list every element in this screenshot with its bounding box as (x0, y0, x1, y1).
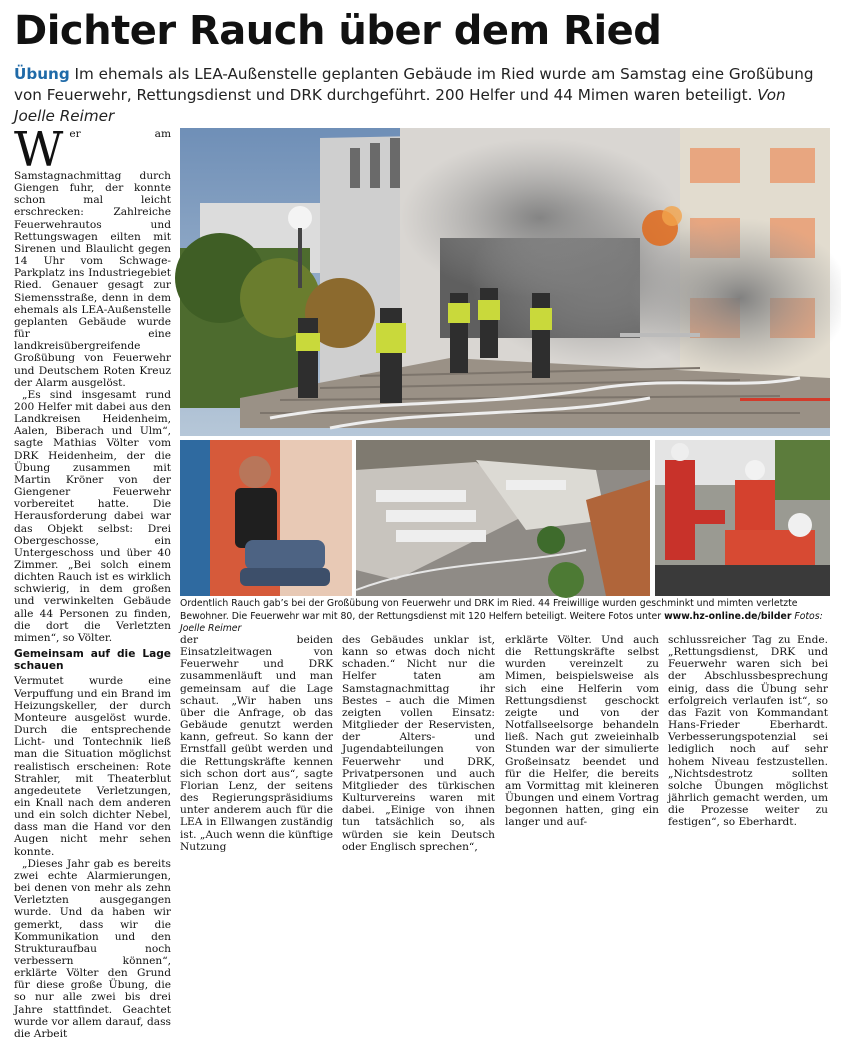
photo-rescue-workers (655, 440, 830, 596)
article-column-1 (14, 122, 171, 1040)
paragraph: Vermutet wurde eine Verpuffung und ein Brand im Heizungskeller, der durch Monteure ausgelöst wurde. Durch die entsprechende Licht- und Tontechnik ließ man die Situation möglichst realistisch erscheinen: Rote Strahler, mit Theaterblut angedeutete Verletzungen, ein Knall nach dem anderen und ein solch dichter Nebel, dass man die Hand vor den Augen nicht mehr sehen konnte. (14, 675, 171, 858)
lead-text: Im ehemals als LEA-Außenstelle geplanten Gebäude im Ried wurde am Samstag eine Großübung von Feuerwehr, Rettungsdienst und DRK durchgeführt. 200 Helfer und 44 Mimen waren beteiligt. (14, 65, 814, 104)
article-column-5 (668, 634, 828, 829)
paragraph: des Gebäudes unklar ist, kann so etwas doch nicht schaden.“ Nicht nur die Helfer taten am Samstagnachmittag ihr Bestes – auch die Mimen zeigten vollen Einsatz: Mitglieder der Reservisten, der Alters- und Jugendabteilungen von Feuerwehr und DRK, Privatpersonen und auch Mitglieder des türkischen Kulturvereins waren mit dabei. „Einige von ihnen tun tatsächlich so, als würden sie kein Deutsch oder Englisch sprechen“, (342, 634, 495, 853)
lead-paragraph (14, 64, 829, 127)
article-column-3 (342, 634, 495, 853)
photo-injured-person (180, 440, 352, 596)
main-photo-building-smoke (180, 128, 830, 436)
paragraph: erklärte Völter. Und auch die Rettungskräfte selbst wurden vereinzelt zu Mimen, beispielsweise als sich eine Helferin vom Rettungsdienst geschockt zeigte und von der Notfallseelsorge behandeln ließ. Nach gut zweieinhalb Stunden war der simulierte Großeinsatz beendet und für die Helfer, die bereits am Vormittag mit kleineren Übungen und einem Vortrag begonnen hatten, ging ein langer und auf- (505, 634, 659, 829)
paragraph: schlussreicher Tag zu Ende. „Rettungsdienst, DRK und Feuerwehr waren sich bei der Abschlussbesprechung einig, dass die Übung sehr erfolgreich verlaufen ist“, so das Fazit von Kommandant Hans-Frieder Eberhardt. Verbesserungspotenzial sei lediglich noch auf sehr hohem Niveau festzustellen. „Nichtsdestrotz sollten solche Übungen möglichst jährlich gemacht werden, um die Prozesse weiter zu festigen“, so Eberhardt. (668, 634, 828, 829)
caption-credit: Fotos: Joelle Reimer (180, 610, 823, 634)
article-column-2 (180, 634, 333, 853)
paragraph: „Dieses Jahr gab es bereits zwei echte Alarmierungen, bei denen von mehr als zehn Verletzten ausgegangen wurde. Und da haben wir gemerkt, dass wir die Kommunikation und den Strukturaufbau noch verbessern können“, erklärte Völter den Grund für diese große Übung, die so nur alle zwei bis drei Jahre stattfindet. Geachtet wurde vor allem darauf, dass die Arbeit (14, 857, 171, 1040)
dropcap: W (14, 122, 64, 178)
article-column-4 (505, 634, 659, 829)
lead-author: Von Joelle Reimer (14, 86, 786, 125)
paragraph: er am Samstagnachmittag durch Giengen fuhr, der konnte schon mal leicht erschrecken: Zahlreiche Feuerwehrautos und Rettungswagen eilten mit Sirenen und Blaulicht gegen 14 Uhr vom Schwage-Parkplatz ins Industriegebiet Ried. Genauer gesagt zur Siemensstraße, denn in dem ehemals als LEA-Außenstelle geplanten Gebäude wurde für eine landkreisübergreifende Großübung von Feuerwehr und Deutschem Roten Kreuz der Alarm ausgelöst. (14, 128, 171, 389)
subheading: Gemeinsam auf die Lage schauen (14, 648, 171, 673)
paragraph: „Es sind insgesamt rund 200 Helfer mit dabei aus den Landkreisen Heidenheim, Aalen, Biberach und Ulm“, sagte Mathias Völter vom DRK Heidenheim, der die Übung zusammen mit Martin Kröner von der Giengener Feuerwehr vorbereitet hatte. Die Herausforderung dabei war das Objekt selbst: Drei Obergeschosse, ein Untergeschoss und über 40 Zimmer. „Bei solch einem dichten Rauch ist es wirklich schwierig, in dem großen und verwinkelten Gebäude alle 44 Personen zu finden, die dort die Verletzten mimen“, so Völter. (14, 388, 171, 644)
caption-weblink[interactable]: www.hz-online.de/bilder (664, 610, 792, 622)
photo-aerial-site (356, 440, 650, 596)
paragraph: der beiden Einsatzleitwagen von Feuerwehr und DRK zusammenläuft und man gemeinsam auf die Lage schaut. „Wir haben uns über die Anfrage, ob das Gebäude genutzt werden kann, gefreut. So kann der Ernstfall geübt werden und die Rettungskräfte kennen sich schon dort aus“, sagte Florian Lenz, der seitens des Regierungspräsidiums unter anderem auch für die LEA in Ellwangen zuständig ist. „Auch wenn die künftige Nutzung (180, 634, 333, 853)
headline: Dichter Rauch über dem Ried (14, 8, 662, 54)
lead-kicker: Übung (14, 65, 70, 83)
photo-caption (180, 598, 830, 636)
caption-text: Ordentlich Rauch gab’s bei der Großübung von Feuerwehr und DRK im Ried. 44 Freiwillige wurden geschminkt und mimten verletzte Bewohner. Die Feuerwehr war mit 80, der Rettungsdienst mit 120 Helfern beteiligt. Weitere Fotos unter (180, 598, 798, 622)
